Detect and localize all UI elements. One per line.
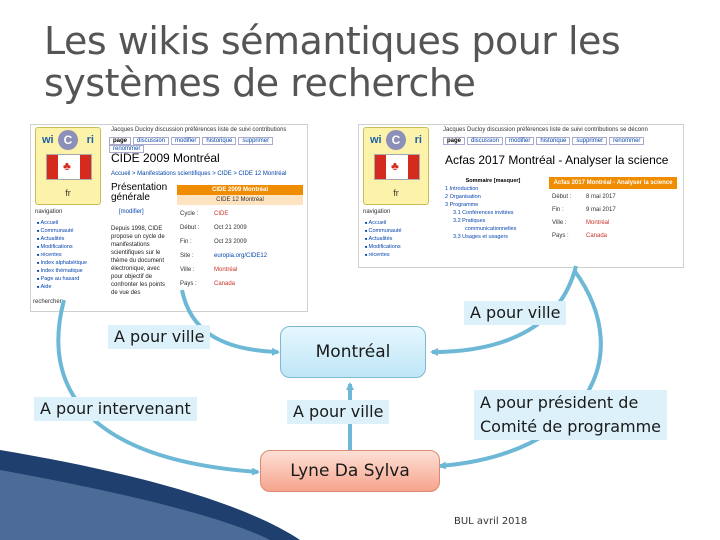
wiki-page-title: Acfas 2017 Montréal - Analyser la science [445, 153, 669, 167]
logo-wi: wi [42, 134, 54, 146]
nav-item[interactable]: ■ Page au hasard [37, 275, 87, 283]
label-intervenant: A pour intervenant [34, 397, 197, 421]
label-ville-right: A pour ville [464, 301, 566, 325]
label-president [474, 390, 667, 440]
logo-lang: fr [65, 188, 71, 198]
toc-item[interactable]: communicationnelles [465, 226, 517, 232]
row-key: Début : [180, 225, 200, 231]
footer-text: BUL avril 2018 [454, 516, 528, 527]
nav-item[interactable]: ■ récentes [365, 251, 402, 259]
tab-historique[interactable]: historique [202, 137, 236, 145]
tab-renommer[interactable]: renommer [109, 145, 144, 153]
text-line: pour objectif de [111, 274, 153, 280]
section-edit-link[interactable]: [modifier] [119, 209, 144, 215]
nav-item[interactable]: ■ Aide [37, 283, 87, 291]
row-value[interactable]: CIDE [214, 211, 229, 217]
logo-wi: wi [370, 134, 382, 146]
toc-item[interactable]: 3.1 Conférences invitées [453, 210, 514, 216]
label-president-line2: Comité de programme [480, 417, 662, 436]
text-line: scientifiques sur le [111, 250, 161, 256]
row-key: Fin : [552, 207, 564, 213]
user-toolbar[interactable]: Jacques Ducloy discussion préférences liste de suivi contributions [111, 127, 287, 133]
nav-item[interactable]: ■ Communauté [37, 227, 87, 235]
row-value[interactable]: europia.org/CIDE12 [214, 253, 268, 259]
toc-item[interactable]: 3.3 Usages et usagers [453, 234, 509, 240]
nav-header: navigation [35, 209, 63, 215]
nav-item[interactable]: ■ Actualités [37, 235, 87, 243]
logo-ri: ri [414, 134, 422, 146]
text-line: confronter les points [111, 282, 166, 288]
row-value: 8 mai 2017 [586, 194, 616, 200]
node-lyne-da-sylva[interactable]: Lyne Da Sylva [260, 450, 440, 492]
row-key: Site : [180, 253, 194, 259]
nav-item[interactable]: ■ Accueil [37, 219, 87, 227]
breadcrumb[interactable]: Accueil > Manifestations scientifiques > CIDE > CIDE 12 Montréal [111, 171, 287, 177]
infobox-header: Acfas 2017 Montréal - Analyser la science [549, 177, 677, 189]
tab-modifier[interactable]: modifier [171, 137, 200, 145]
text-line: électronique, avec [111, 266, 160, 272]
row-key: Ville : [180, 267, 195, 273]
nav-item[interactable]: ■ Communauté [365, 227, 402, 235]
nav-item[interactable]: ■ Modifications [37, 243, 87, 251]
nav-item[interactable]: ■ Actualités [365, 235, 402, 243]
logo-c: C [386, 130, 406, 150]
nav-item[interactable]: ■ Accueil [365, 219, 402, 227]
infobox-header: CIDE 2009 Montréal [177, 185, 303, 195]
row-key: Pays : [180, 281, 197, 287]
logo-ri: ri [86, 134, 94, 146]
nav-header: navigation [363, 209, 391, 215]
logo-lang: fr [393, 188, 399, 198]
label-president-line1: A pour président de [480, 393, 639, 412]
user-toolbar[interactable]: Jacques Ducloy discussion préférences liste de suivi contributions se déconn [443, 127, 648, 133]
row-value[interactable]: Canada [586, 233, 608, 239]
maple-leaf-icon: ♣ [63, 159, 71, 173]
tab-modifier[interactable]: modifier [505, 137, 534, 145]
nav-item[interactable]: ■ Modifications [365, 243, 402, 251]
label-ville-center: A pour ville [287, 400, 389, 424]
nav-item[interactable]: ■ Index alphabétique [37, 259, 87, 267]
text-line: thème du document [111, 258, 165, 264]
row-value: Oct 21 2009 [214, 225, 247, 231]
row-key: Début : [552, 194, 572, 200]
text-line: propose un cycle de [111, 234, 165, 240]
toc-item[interactable]: 2 Organisation [445, 194, 481, 200]
row-value: Oct 23 2009 [214, 239, 247, 245]
row-key: Pays : [552, 233, 569, 239]
text-line: de vue des [111, 290, 141, 296]
tab-renommer[interactable]: renommer [609, 137, 644, 145]
nav-item[interactable]: ■ récentes [37, 251, 87, 259]
toc-item[interactable]: 3.2 Pratiques [453, 218, 486, 224]
tab-page[interactable]: page [109, 137, 131, 145]
tab-page[interactable]: page [443, 137, 465, 145]
toc-item[interactable]: 3 Programme [445, 202, 479, 208]
text-line: Depuis 1998, CIDE [111, 226, 163, 232]
row-value[interactable]: Montréal [586, 220, 610, 226]
row-value[interactable]: Montréal [214, 267, 238, 273]
tab-discussion[interactable]: discussion [133, 137, 169, 145]
nav-item[interactable]: ■ Index thématique [37, 267, 87, 275]
logo-c: C [58, 130, 78, 150]
maple-leaf-icon: ♣ [391, 159, 399, 173]
infobox-subheader: CIDE 12 Montréal [177, 195, 303, 205]
slide-title: Les wikis sémantiques pour les systèmes de recherche [44, 19, 621, 105]
tab-supprimer[interactable]: supprimer [572, 137, 607, 145]
tab-discussion[interactable]: discussion [467, 137, 503, 145]
row-key: Ville : [552, 220, 567, 226]
tab-historique[interactable]: historique [536, 137, 570, 145]
wiki-page-title: CIDE 2009 Montréal [111, 151, 220, 165]
label-ville-left: A pour ville [108, 325, 210, 349]
section-title: Présentation générale [111, 182, 168, 203]
row-value: 9 mai 2017 [586, 207, 616, 213]
toc-title[interactable]: Sommaire [masquer] [465, 178, 521, 184]
row-key: Fin : [180, 239, 192, 245]
toc-item[interactable]: 1 Introduction [445, 186, 479, 192]
tab-supprimer[interactable]: supprimer [238, 137, 273, 145]
search-label: rechercher [33, 299, 62, 305]
row-value[interactable]: Canada [214, 281, 236, 287]
row-key: Cycle : [180, 211, 199, 217]
text-line: manifestations [111, 242, 150, 248]
node-montreal[interactable]: Montréal [280, 326, 426, 378]
